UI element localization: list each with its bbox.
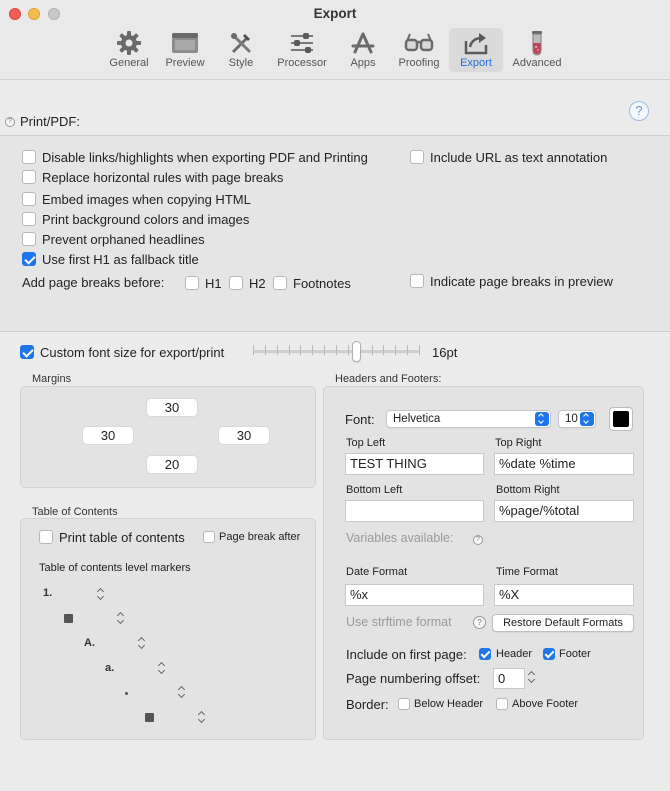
below-header-checkbox[interactable] (398, 698, 410, 710)
slider-tick (336, 345, 337, 355)
replace-hr-label: Replace horizontal rules with page breaks (42, 170, 284, 185)
window-title: Export (313, 6, 357, 21)
toolbar-advanced[interactable] (507, 28, 567, 72)
toc-marker-level-1-stepper[interactable] (96, 587, 106, 603)
top-right-label: Top Right (495, 437, 542, 449)
prevent-orphans-label: Prevent orphaned headlines (42, 232, 205, 247)
include-url-label: Include URL as text annotation (430, 150, 608, 165)
disable-links-label: Disable links/highlights when exporting PDF and Printing (42, 150, 368, 165)
margin-right-field[interactable]: 30 (218, 426, 270, 445)
toc-group (20, 518, 316, 740)
toc-title: Table of Contents (32, 506, 118, 518)
apps-icon (350, 30, 376, 56)
prevent-orphans-checkbox[interactable] (22, 232, 36, 246)
toolbar-proofing[interactable] (393, 28, 445, 72)
slider-tick (312, 345, 313, 355)
chevron-up-down-icon (535, 412, 549, 426)
window-toolbar (0, 0, 670, 80)
slider-tick (324, 345, 325, 355)
print-background-checkbox[interactable] (22, 212, 36, 226)
toc-marker-level-2 (64, 614, 73, 623)
top-right-field[interactable]: %date %time (494, 453, 634, 475)
slider-tick (372, 345, 373, 355)
toolbar-advanced-label: Advanced (512, 57, 562, 69)
toc-marker-level-1: 1. (43, 587, 53, 599)
first-page-footer-label: Footer (559, 648, 591, 660)
font-name-value: Helvetica (393, 413, 441, 425)
toolbar-proofing-label: Proofing (398, 57, 440, 69)
export-share-icon (462, 30, 490, 56)
break-h1-checkbox[interactable] (185, 276, 199, 290)
variables-help-icon[interactable]: ? (473, 535, 483, 545)
first-page-header-label: Header (496, 648, 533, 660)
slider-tick (419, 345, 420, 355)
toc-marker-level-5 (125, 692, 128, 695)
margin-left-field[interactable]: 30 (82, 426, 134, 445)
restore-default-formats-button[interactable]: Restore Default Formats (492, 614, 634, 632)
page-offset-stepper[interactable] (527, 670, 537, 686)
variables-label: Variables available: (346, 531, 454, 545)
bottom-left-label: Bottom Left (346, 484, 403, 496)
slider-tick (289, 345, 290, 355)
time-format-label: Time Format (496, 566, 558, 578)
bottom-right-label: Bottom Right (496, 484, 560, 496)
toc-marker-level-4-stepper[interactable] (157, 661, 167, 677)
break-footnotes-checkbox[interactable] (273, 276, 287, 290)
toolbar-processor[interactable] (272, 28, 332, 72)
embed-images-label: Embed images when copying HTML (42, 192, 251, 207)
toc-marker-level-5-stepper[interactable] (177, 685, 187, 701)
toc-marker-level-6 (145, 713, 154, 722)
toolbar-apps-label: Apps (350, 57, 376, 69)
break-h2-label: H2 (249, 276, 266, 291)
print-help-icon[interactable]: ? (5, 117, 15, 127)
page-offset-label: Page numbering offset: (346, 671, 481, 686)
page-break-after-checkbox[interactable] (203, 531, 215, 543)
slider-tick (395, 345, 396, 355)
first-h1-title-label: Use first H1 as fallback title (42, 252, 199, 267)
toc-marker-level-2-stepper[interactable] (116, 611, 126, 627)
font-label: Font: (345, 412, 375, 427)
margin-bottom-field[interactable]: 20 (146, 455, 198, 474)
toolbar-style-label: Style (228, 57, 254, 69)
slider-tick (300, 345, 301, 355)
slider-tick (407, 345, 408, 355)
print-background-label: Print background colors and images (42, 212, 250, 227)
print-toc-label: Print table of contents (59, 530, 185, 545)
test-tube-icon (524, 30, 550, 56)
date-format-label: Date Format (346, 566, 408, 578)
strftime-label: Use strftime format (346, 615, 452, 629)
font-color-swatch (613, 411, 629, 427)
custom-font-size-checkbox[interactable] (20, 345, 34, 359)
page-breaks-label: Add page breaks before: (22, 275, 165, 290)
style-tools-icon (228, 30, 254, 56)
time-format-field[interactable]: %X (494, 584, 634, 606)
toc-marker-level-3: A. (84, 637, 95, 649)
above-footer-label: Above Footer (512, 698, 579, 710)
print-toc-checkbox[interactable] (39, 530, 53, 544)
toolbar-style[interactable] (218, 28, 264, 72)
margin-top-field[interactable]: 30 (146, 398, 198, 417)
indicate-breaks-label: Indicate page breaks in preview (430, 274, 613, 289)
disable-links-checkbox[interactable] (22, 150, 36, 164)
break-h2-checkbox[interactable] (229, 276, 243, 290)
strftime-help-icon[interactable]: ? (473, 616, 486, 629)
chevron-up-down-icon (580, 412, 594, 426)
toc-markers-label: Table of contents level markers (39, 562, 191, 574)
toolbar-preview-label: Preview (165, 57, 205, 69)
font-name-popup[interactable] (386, 410, 551, 428)
page-break-after-label: Page break after (219, 531, 301, 543)
toc-marker-level-6-stepper[interactable] (197, 710, 207, 726)
font-size-popup[interactable] (558, 410, 596, 428)
break-h1-label: H1 (205, 276, 222, 291)
top-left-field[interactable]: TEST THING (345, 453, 484, 475)
first-page-header-checkbox[interactable] (479, 648, 491, 660)
font-size-value: 16pt (432, 345, 458, 360)
bottom-left-field[interactable] (345, 500, 484, 522)
toolbar-general[interactable] (104, 28, 154, 72)
font-size-value-hf: 10 (565, 413, 578, 425)
margins-title: Margins (32, 373, 72, 385)
indicate-breaks-checkbox[interactable] (410, 274, 424, 288)
font-size-slider-knob[interactable] (352, 341, 361, 362)
toolbar-apps[interactable] (340, 28, 386, 72)
first-page-label: Include on first page: (346, 647, 467, 662)
replace-hr-checkbox[interactable] (22, 170, 36, 184)
slider-tick (348, 345, 349, 355)
top-left-label: Top Left (346, 437, 386, 449)
toc-marker-level-4: a. (105, 662, 115, 674)
slider-tick (277, 345, 278, 355)
slider-tick (383, 345, 384, 355)
bottom-right-field[interactable]: %page/%total (494, 500, 634, 522)
headers-footers-title: Headers and Footers: (335, 373, 442, 385)
embed-images-checkbox[interactable] (22, 192, 36, 206)
below-header-label: Below Header (414, 698, 484, 710)
preview-window-icon (170, 30, 200, 56)
first-h1-title-checkbox[interactable] (22, 252, 36, 266)
toolbar-export[interactable] (449, 28, 503, 72)
toolbar-preview[interactable] (160, 28, 210, 72)
toolbar-general-label: General (109, 57, 149, 69)
break-footnotes-label: Footnotes (293, 276, 351, 291)
help-button[interactable]: ? (629, 101, 649, 121)
above-footer-checkbox[interactable] (496, 698, 508, 710)
sliders-icon (288, 30, 316, 56)
slider-tick (253, 345, 254, 355)
include-url-checkbox[interactable] (410, 150, 424, 164)
date-format-field[interactable]: %x (345, 584, 484, 606)
custom-font-size-label: Custom font size for export/print (40, 345, 225, 360)
toolbar-export-label: Export (460, 57, 492, 69)
print-section-header: Print/PDF: (20, 114, 80, 129)
glasses-icon (404, 30, 434, 56)
first-page-footer-checkbox[interactable] (543, 648, 555, 660)
font-color-well[interactable] (609, 407, 633, 431)
gear-icon (116, 30, 142, 56)
page-offset-field[interactable]: 0 (493, 668, 525, 689)
toc-marker-level-3-stepper[interactable] (137, 636, 147, 652)
border-label: Border: (346, 697, 389, 712)
slider-tick (265, 345, 266, 355)
toolbar-processor-label: Processor (277, 57, 327, 69)
